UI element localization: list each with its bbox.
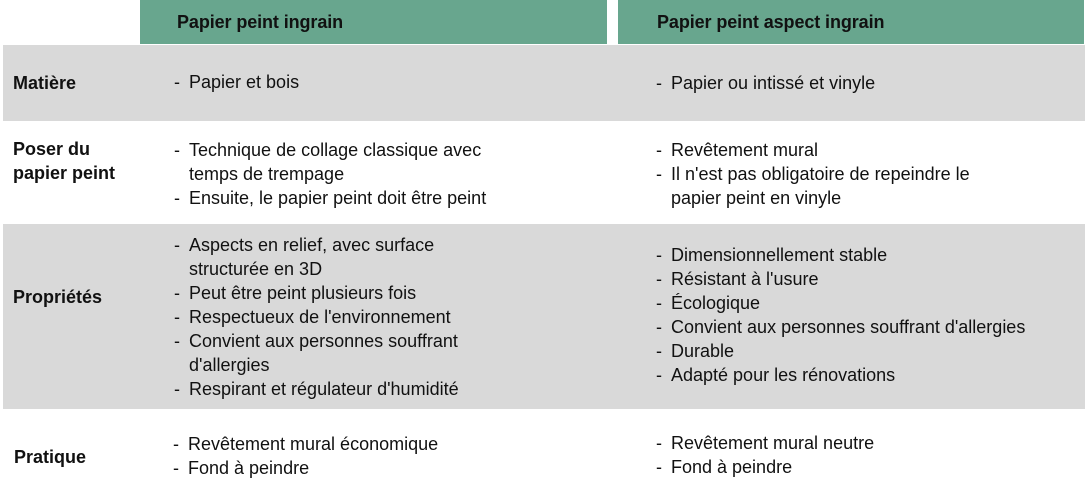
list-item: - Revêtement mural économique [173,432,438,456]
list-item: - Peut être peint plusieurs fois [174,281,459,305]
list-item: - Ensuite, le papier peint doit être peint [174,186,486,210]
column-header-aspect-ingrain-label: Papier peint aspect ingrain [657,11,885,32]
cell-matiere-aspect [656,71,875,95]
list-item: - Il n'est pas obligatoire de repeindre le papier peint en vinyle [656,162,970,210]
list-item: - Respectueux de l'environnement [174,305,459,329]
table-row-pratique [0,409,1088,504]
row-label-matiere: Matière [13,73,77,93]
list-item: - Revêtement mural [656,138,970,162]
cell-poser-aspect [656,138,970,210]
row-label-proprietes: Propriétés [13,287,103,307]
list-item: - Convient aux personnes souffrant d'allergies [174,329,459,377]
list-item: - Technique de collage classique avec temps de trempage [174,138,486,186]
table-row-matiere [0,45,1088,121]
list-item: - Revêtement mural neutre [656,431,874,455]
list-item: - Convient aux personnes souffrant d'allergies [656,315,1025,339]
cell-matiere-ingrain [174,70,299,94]
list-item: - Fond à peindre [173,456,438,480]
list-item: - Écologique [656,291,1025,315]
column-header-ingrain [140,0,607,44]
table-row-proprietes [0,224,1088,409]
table-row-poser [0,121,1088,224]
cell-pratique-ingrain [173,432,438,480]
list-item: - Respirant et régulateur d'humidité [174,377,459,401]
list-item: - Adapté pour les rénovations [656,363,1025,387]
list-item: - Papier ou intissé et vinyle [656,71,875,95]
list-item: - Aspects en relief, avec surface structurée en 3D [174,233,459,281]
cell-proprietes-aspect [656,243,1025,387]
cell-proprietes-ingrain [174,233,459,401]
cell-poser-ingrain [174,138,486,210]
list-item: - Papier et bois [174,70,299,94]
column-header-ingrain-label: Papier peint ingrain [177,11,344,32]
row-label-pratique: Pratique [14,447,87,467]
list-item: - Résistant à l'usure [656,267,1025,291]
list-item: - Fond à peindre [656,455,874,479]
row-background [3,45,1085,121]
row-label-poser: Poser du papier peint [13,139,116,183]
list-item: - Durable [656,339,1025,363]
list-item: - Dimensionnellement stable [656,243,1025,267]
column-header-aspect-ingrain [618,0,1084,44]
cell-pratique-aspect [656,431,874,479]
